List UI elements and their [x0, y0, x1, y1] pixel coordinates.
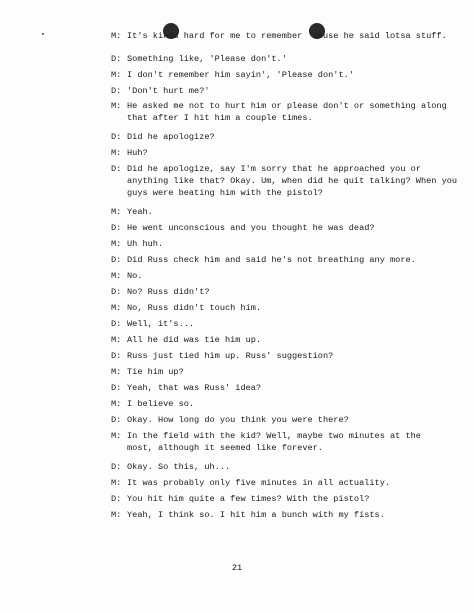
- speaker-label: M:: [111, 367, 122, 377]
- speaker-label: M:: [111, 70, 122, 80]
- dialogue-text: He went unconscious and you thought he was dead?: [127, 223, 375, 233]
- transcript-line: [111, 351, 333, 363]
- speaker-label: M:: [111, 478, 122, 488]
- transcript-line: [111, 383, 261, 395]
- transcript-line: [111, 239, 163, 251]
- dialogue-text: Okay. So this, uh...: [127, 462, 231, 472]
- speaker-label: D:: [111, 132, 122, 142]
- dialogue-text: Uh huh.: [127, 239, 164, 249]
- speaker-label: M:: [111, 271, 122, 281]
- dialogue-text: Huh?: [127, 148, 148, 158]
- speaker-label: M:: [111, 31, 122, 41]
- transcript-line: [111, 303, 261, 315]
- transcript-line: [111, 443, 323, 455]
- speaker-label: D:: [111, 255, 122, 265]
- dialogue-text: Did he apologize, say I'm sorry that he approached you or: [127, 164, 421, 174]
- transcript-line: [111, 462, 230, 474]
- speaker-label: M:: [111, 207, 122, 217]
- dialogue-text: No, Russ didn't touch him.: [127, 303, 262, 313]
- speaker-label: D:: [111, 319, 122, 329]
- transcript-line: [111, 319, 194, 331]
- dialogue-text: guys were beating him with the pistol?: [127, 188, 323, 198]
- speaker-label: M:: [111, 303, 122, 313]
- speaker-label: D:: [111, 351, 122, 361]
- transcript-line: [111, 113, 313, 125]
- dialogue-text: Okay. How long do you think you were there?: [127, 415, 349, 425]
- dialogue-text: 'Don't hurt me?': [127, 86, 210, 96]
- transcript-line: [111, 255, 416, 267]
- dialogue-text: No.: [127, 271, 143, 281]
- transcript-line: [111, 399, 194, 411]
- dialogue-text: Something like, 'Please don't.': [127, 54, 287, 64]
- dialogue-text: Tie him up?: [127, 367, 184, 377]
- transcript-line: [111, 287, 210, 299]
- dialogue-text: In the field with the kid? Well, maybe two minutes at the: [127, 431, 421, 441]
- speaker-label: D:: [111, 54, 122, 64]
- transcript-line: [111, 207, 153, 219]
- transcript-line: [111, 54, 287, 66]
- transcript-line: [111, 367, 184, 379]
- transcript-line: [111, 188, 323, 200]
- transcript-line: [111, 176, 457, 188]
- dialogue-text: Yeah.: [127, 207, 153, 217]
- dialogue-text: No? Russ didn't?: [127, 287, 210, 297]
- speaker-label: D:: [111, 223, 122, 233]
- speaker-label: D:: [111, 383, 122, 393]
- speaker-label: D:: [111, 86, 122, 96]
- dialogue-text: most, although it seemed like forever.: [127, 443, 323, 453]
- dialogue-text: I don't remember him sayin', 'Please don't.': [127, 70, 354, 80]
- transcript-line: [111, 223, 375, 235]
- dialogue-text: Yeah, that was Russ' idea?: [127, 383, 262, 393]
- dialogue-text: He asked me not to hurt him or please don't or something along: [127, 101, 447, 111]
- speaker-label: M:: [111, 510, 122, 520]
- speaker-label: D:: [111, 462, 122, 472]
- transcript-line: [111, 70, 354, 82]
- speaker-label: M:: [111, 399, 122, 409]
- dialogue-text: Well, it's...: [127, 319, 195, 329]
- dialogue-text: It's kinda hard for me to remember 'cause he said lotsa stuff.: [127, 31, 447, 41]
- dialogue-text: Russ just tied him up. Russ' suggestion?: [127, 351, 334, 361]
- speaker-label: M:: [111, 335, 122, 345]
- dialogue-text: anything like that? Okay. Um, when did he quit talking? When you: [127, 176, 458, 186]
- speaker-label: D:: [111, 415, 122, 425]
- transcript-line: [111, 335, 261, 347]
- transcript-line: [111, 86, 210, 98]
- transcript-line: [111, 510, 385, 522]
- transcript-line: [111, 478, 390, 490]
- speaker-label: M:: [111, 239, 122, 249]
- speaker-label: M:: [111, 101, 122, 111]
- dialogue-text: that after I hit him a couple times.: [127, 113, 313, 123]
- transcript-line: [111, 431, 421, 443]
- dialogue-text: It was probably only five minutes in all actuality.: [127, 478, 391, 488]
- transcript-line: [111, 148, 148, 160]
- transcript-line: [111, 494, 369, 506]
- transcript-line: [111, 415, 349, 427]
- dialogue-text: You hit him quite a few times? With the pistol?: [127, 494, 370, 504]
- speaker-label: D:: [111, 164, 122, 174]
- dialogue-text: I believe so.: [127, 399, 195, 409]
- transcript-line: [111, 101, 447, 113]
- transcript-line: [111, 31, 447, 43]
- speaker-label: D:: [111, 287, 122, 297]
- transcript-line: [111, 271, 142, 283]
- page-number: 21: [231, 563, 243, 573]
- transcript-line: [111, 132, 215, 144]
- dialogue-text: Did Russ check him and said he's not breathing any more.: [127, 255, 416, 265]
- speaker-label: M:: [111, 431, 122, 441]
- dialogue-text: All he did was tie him up.: [127, 335, 262, 345]
- dialogue-text: Yeah, I think so. I hit him a bunch with my fists.: [127, 510, 385, 520]
- transcript-line: [111, 164, 421, 176]
- dialogue-text: Did he apologize?: [127, 132, 215, 142]
- speaker-label: D:: [111, 494, 122, 504]
- speaker-label: M:: [111, 148, 122, 158]
